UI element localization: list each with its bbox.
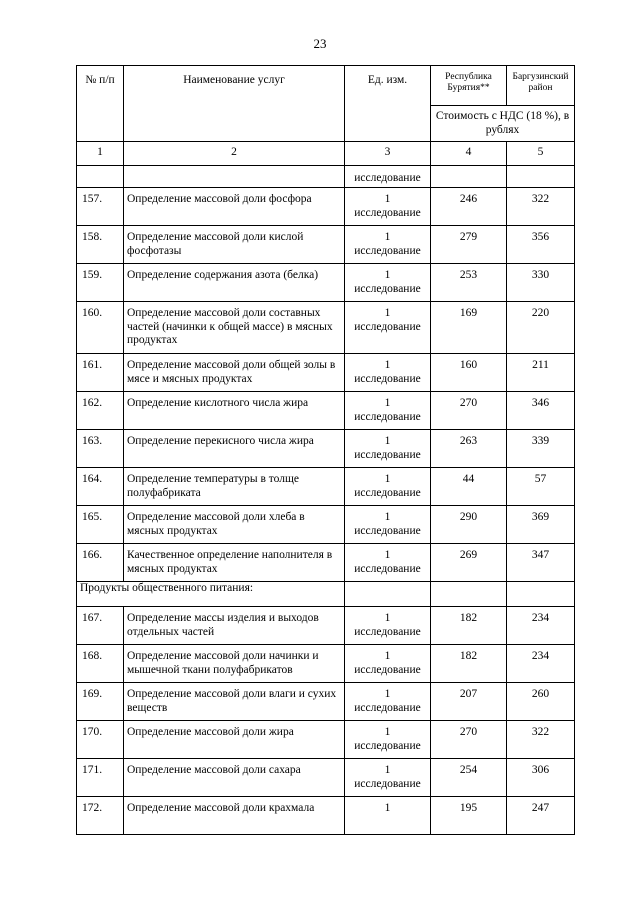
row-number: 169. (77, 683, 124, 721)
unit-label: исследование (354, 244, 421, 257)
row-number: 168. (77, 645, 124, 683)
price-barguzin: 347 (507, 544, 575, 582)
price-table (76, 65, 575, 835)
section-title: Продукты общественного питания: (77, 582, 345, 607)
unit-cell (345, 506, 431, 544)
service-name: Определение массы изделия и выходов отдельных частей (124, 607, 345, 645)
price-barguzin: 234 (507, 607, 575, 645)
price-buryatia: 253 (431, 264, 507, 302)
value-cell (431, 166, 507, 188)
row-number: 159. (77, 264, 124, 302)
price-buryatia: 44 (431, 468, 507, 506)
unit-label: исследование (354, 448, 421, 461)
unit-count: 1 (384, 359, 391, 371)
row-number: 171. (77, 759, 124, 797)
name-cell (124, 166, 345, 188)
index-cell: 5 (507, 142, 575, 166)
service-name: Определение кислотного числа жира (124, 392, 345, 430)
row-number: 165. (77, 506, 124, 544)
unit-cell (345, 683, 431, 721)
unit-cell: исследование (345, 166, 431, 188)
unit-label: исследование (354, 372, 421, 385)
row-number: 158. (77, 226, 124, 264)
price-barguzin: 211 (507, 354, 575, 392)
unit-label: исследование (354, 320, 421, 333)
price-barguzin: 330 (507, 264, 575, 302)
table-row (77, 468, 575, 506)
row-number: 170. (77, 721, 124, 759)
table-row (77, 188, 575, 226)
unit-label: исследование (354, 206, 421, 219)
unit-count: 1 (384, 764, 391, 776)
price-barguzin: 220 (507, 302, 575, 354)
unit-cell (345, 645, 431, 683)
service-name: Определение массовой доли общей золы в мясе и мясных продуктах (124, 354, 345, 392)
service-name: Определение температуры в толще полуфабриката (124, 468, 345, 506)
price-buryatia: 207 (431, 683, 507, 721)
service-name: Определение массовой доли фосфора (124, 188, 345, 226)
continuation-row (77, 166, 575, 188)
unit-label: исследование (354, 701, 421, 714)
row-number: 167. (77, 607, 124, 645)
price-barguzin: 247 (507, 797, 575, 835)
table-row (77, 354, 575, 392)
price-buryatia: 246 (431, 188, 507, 226)
price-barguzin: 322 (507, 188, 575, 226)
unit-count: 1 (384, 549, 391, 561)
price-buryatia: 182 (431, 645, 507, 683)
unit-cell (345, 226, 431, 264)
unit-cell (345, 264, 431, 302)
service-name: Определение массовой доли хлеба в мясных продуктах (124, 506, 345, 544)
unit-count: 1 (384, 307, 391, 319)
unit-count: 1 (384, 726, 391, 738)
price-buryatia: 160 (431, 354, 507, 392)
unit-count: 1 (384, 397, 391, 409)
unit-count: 1 (384, 688, 391, 700)
value-cell (431, 582, 507, 607)
header-region-barguzin: Баргузинский район (507, 66, 575, 106)
price-buryatia: 169 (431, 302, 507, 354)
table-row (77, 226, 575, 264)
unit-count: 1 (384, 612, 391, 624)
section-row (77, 582, 575, 607)
table-row (77, 759, 575, 797)
table-row (77, 683, 575, 721)
num-cell (77, 166, 124, 188)
service-name: Качественное определение наполнителя в мясных продуктах (124, 544, 345, 582)
unit-label: исследование (354, 625, 421, 638)
value-cell (507, 582, 575, 607)
index-cell: 1 (77, 142, 124, 166)
table-row (77, 607, 575, 645)
table-row (77, 721, 575, 759)
unit-count: 1 (384, 231, 391, 243)
value-cell (507, 166, 575, 188)
price-buryatia: 270 (431, 392, 507, 430)
unit-count: 1 (384, 650, 391, 662)
service-name: Определение массовой доли жира (124, 721, 345, 759)
table-row (77, 797, 575, 835)
unit-cell (345, 582, 431, 607)
price-buryatia: 263 (431, 430, 507, 468)
service-name: Определение перекисного числа жира (124, 430, 345, 468)
unit-label: исследование (354, 562, 421, 575)
unit-cell (345, 759, 431, 797)
service-name: Определение массовой доли влаги и сухих веществ (124, 683, 345, 721)
row-number: 157. (77, 188, 124, 226)
service-name: Определение массовой доли составных частей (начинки к общей массе) в мясных продуктах (124, 302, 345, 354)
price-barguzin: 260 (507, 683, 575, 721)
index-cell: 3 (345, 142, 431, 166)
unit-label: исследование (354, 410, 421, 423)
table-row (77, 645, 575, 683)
price-buryatia: 195 (431, 797, 507, 835)
row-number: 161. (77, 354, 124, 392)
unit-cell (345, 430, 431, 468)
price-barguzin: 234 (507, 645, 575, 683)
unit-cell (345, 392, 431, 430)
header-num: № п/п (77, 66, 124, 142)
service-name: Определение массовой доли начинки и мышечной ткани полуфабрикатов (124, 645, 345, 683)
price-buryatia: 279 (431, 226, 507, 264)
row-number: 160. (77, 302, 124, 354)
header-row (77, 66, 575, 106)
unit-cell (345, 354, 431, 392)
table-row (77, 430, 575, 468)
unit-label: исследование (354, 486, 421, 499)
unit-cell (345, 797, 431, 835)
table-row (77, 506, 575, 544)
price-barguzin: 339 (507, 430, 575, 468)
unit-cell (345, 544, 431, 582)
unit-count: 1 (384, 511, 391, 523)
index-cell: 4 (431, 142, 507, 166)
unit-count: 1 (384, 193, 391, 205)
price-barguzin: 306 (507, 759, 575, 797)
price-barguzin: 356 (507, 226, 575, 264)
row-number: 166. (77, 544, 124, 582)
table-row (77, 544, 575, 582)
unit-count: 1 (384, 802, 391, 814)
price-buryatia: 269 (431, 544, 507, 582)
service-name: Определение массовой доли крахмала (124, 797, 345, 835)
table-row (77, 264, 575, 302)
row-number: 172. (77, 797, 124, 835)
unit-label: исследование (354, 524, 421, 537)
table-row (77, 302, 575, 354)
row-number: 162. (77, 392, 124, 430)
unit-label: исследование (354, 282, 421, 295)
unit-count: 1 (384, 473, 391, 485)
unit-cell (345, 188, 431, 226)
unit-cell (345, 468, 431, 506)
service-name: Определение массовой доли сахара (124, 759, 345, 797)
price-buryatia: 290 (431, 506, 507, 544)
header-region-buryatia: Республика Бурятия** (431, 66, 507, 106)
page-number: 23 (313, 36, 327, 51)
index-cell: 2 (124, 142, 345, 166)
service-name: Определение содержания азота (белка) (124, 264, 345, 302)
unit-cell (345, 721, 431, 759)
price-buryatia: 182 (431, 607, 507, 645)
header-price: Стоимость с НДС (18 %), в рублях (431, 106, 575, 142)
unit-cell (345, 607, 431, 645)
row-number: 164. (77, 468, 124, 506)
unit-label: исследование (354, 663, 421, 676)
service-name: Определение массовой доли кислой фосфотазы (124, 226, 345, 264)
unit-label: исследование (354, 777, 421, 790)
price-buryatia: 254 (431, 759, 507, 797)
price-barguzin: 346 (507, 392, 575, 430)
unit-cell (345, 302, 431, 354)
price-barguzin: 57 (507, 468, 575, 506)
index-row (77, 142, 575, 166)
header-name: Наименование услуг (124, 66, 345, 142)
table-row (77, 392, 575, 430)
price-barguzin: 369 (507, 506, 575, 544)
row-number: 163. (77, 430, 124, 468)
unit-count: 1 (384, 435, 391, 447)
price-barguzin: 322 (507, 721, 575, 759)
unit-label: исследование (354, 739, 421, 752)
price-buryatia: 270 (431, 721, 507, 759)
header-unit: Ед. изм. (345, 66, 431, 142)
unit-count: 1 (384, 269, 391, 281)
